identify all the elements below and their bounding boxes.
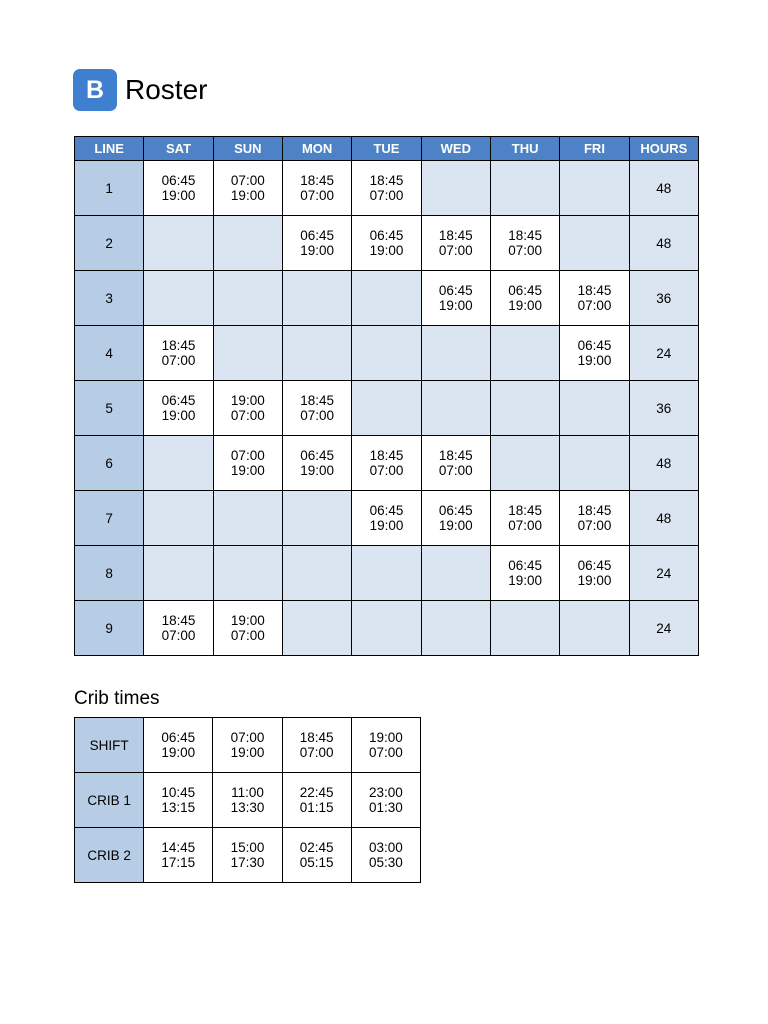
column-header-sat: SAT <box>144 137 213 161</box>
line-number: 9 <box>75 601 144 656</box>
shift-cell <box>560 326 629 381</box>
shift-start-time: 19:00 <box>368 730 403 745</box>
off-cell <box>282 546 351 601</box>
shift-end-time: 01:15 <box>299 800 334 815</box>
roster-row <box>75 161 699 216</box>
shift-end-time: 19:00 <box>161 408 196 423</box>
shift-end-time: 13:30 <box>230 800 265 815</box>
off-cell <box>490 381 559 436</box>
shift-start-time: 18:45 <box>299 730 334 745</box>
shift-start-time: 06:45 <box>300 448 335 463</box>
off-cell <box>144 271 213 326</box>
shift-start-time: 02:45 <box>299 840 334 855</box>
off-cell <box>421 161 490 216</box>
crib-row-label: CRIB 2 <box>75 828 144 883</box>
shift-end-time: 07:00 <box>230 408 265 423</box>
shift-end-time: 07:00 <box>577 298 612 313</box>
off-cell <box>144 216 213 271</box>
shift-start-time: 06:45 <box>577 558 612 573</box>
shift-start-time: 06:45 <box>161 730 196 745</box>
shift-start-time: 18:45 <box>438 228 473 243</box>
shift-end-time: 07:00 <box>508 518 543 533</box>
shift-cell <box>421 271 490 326</box>
logo-letter: B <box>85 75 105 104</box>
off-cell <box>282 271 351 326</box>
off-cell <box>352 381 421 436</box>
off-cell <box>352 326 421 381</box>
off-cell <box>421 546 490 601</box>
shift-cell <box>213 161 282 216</box>
crib-times-table <box>74 717 421 883</box>
hours-cell: 36 <box>629 271 698 326</box>
column-header-sun: SUN <box>213 137 282 161</box>
roster-header-row <box>75 137 699 161</box>
shift-end-time: 05:15 <box>299 855 334 870</box>
column-header-fri: FRI <box>560 137 629 161</box>
shift-end-time: 07:00 <box>438 463 473 478</box>
shift-end-time: 19:00 <box>161 745 196 760</box>
shift-end-time: 13:15 <box>161 800 196 815</box>
shift-start-time: 18:45 <box>369 448 404 463</box>
shift-start-time: 11:00 <box>231 785 264 800</box>
shift-end-time: 19:00 <box>230 188 265 203</box>
shift-start-time: 06:45 <box>508 558 543 573</box>
shift-end-time: 07:00 <box>369 188 404 203</box>
crib-times-title: Crib times <box>74 688 160 709</box>
off-cell <box>144 546 213 601</box>
column-header-mon: MON <box>282 137 351 161</box>
roster-body <box>75 161 699 656</box>
line-number: 2 <box>75 216 144 271</box>
shift-cell <box>490 216 559 271</box>
crib-row <box>75 773 421 828</box>
shift-end-time: 05:30 <box>368 855 403 870</box>
crib-time-cell <box>144 828 213 883</box>
off-cell <box>282 491 351 546</box>
shift-end-time: 19:00 <box>161 188 196 203</box>
shift-cell <box>560 491 629 546</box>
line-number: 3 <box>75 271 144 326</box>
shift-cell <box>213 601 282 656</box>
crib-row <box>75 828 421 883</box>
off-cell <box>560 216 629 271</box>
shift-start-time: 06:45 <box>577 338 612 353</box>
hours-cell: 48 <box>629 216 698 271</box>
shift-start-time: 06:45 <box>300 228 335 243</box>
shift-end-time: 17:30 <box>230 855 265 870</box>
off-cell <box>352 546 421 601</box>
shift-cell <box>490 546 559 601</box>
shift-cell <box>213 436 282 491</box>
shift-start-time: 18:45 <box>438 448 473 463</box>
shift-cell <box>421 216 490 271</box>
shift-start-time: 06:45 <box>369 228 404 243</box>
page-header <box>73 69 207 111</box>
shift-end-time: 19:00 <box>577 353 612 368</box>
line-number: 6 <box>75 436 144 491</box>
shift-cell <box>421 436 490 491</box>
shift-end-time: 19:00 <box>230 745 265 760</box>
shift-cell <box>490 271 559 326</box>
off-cell <box>213 491 282 546</box>
crib-time-cell <box>144 718 213 773</box>
shift-end-time: 07:00 <box>161 353 196 368</box>
off-cell <box>352 601 421 656</box>
crib-time-cell <box>351 828 420 883</box>
hours-cell: 24 <box>629 546 698 601</box>
off-cell <box>560 436 629 491</box>
shift-start-time: 06:45 <box>161 393 196 408</box>
shift-cell <box>421 491 490 546</box>
shift-start-time: 14:45 <box>161 840 196 855</box>
crib-time-cell <box>351 718 420 773</box>
off-cell <box>560 381 629 436</box>
shift-end-time: 07:00 <box>508 243 543 258</box>
crib-time-cell <box>213 828 282 883</box>
column-header-wed: WED <box>421 137 490 161</box>
shift-start-time: 18:45 <box>577 503 612 518</box>
off-cell <box>213 216 282 271</box>
shift-start-time: 23:00 <box>368 785 403 800</box>
shift-end-time: 07:00 <box>300 408 335 423</box>
shift-start-time: 18:45 <box>161 613 196 628</box>
line-number: 8 <box>75 546 144 601</box>
shift-end-time: 19:00 <box>438 518 473 533</box>
shift-start-time: 18:45 <box>300 173 335 188</box>
off-cell <box>352 271 421 326</box>
shift-start-time: 18:45 <box>577 283 612 298</box>
shift-start-time: 18:45 <box>369 173 404 188</box>
shift-end-time: 07:00 <box>369 463 404 478</box>
shift-end-time: 07:00 <box>230 628 265 643</box>
shift-start-time: 06:45 <box>438 283 473 298</box>
shift-cell <box>144 326 213 381</box>
shift-cell <box>352 436 421 491</box>
roster-row <box>75 601 699 656</box>
off-cell <box>421 601 490 656</box>
shift-cell <box>352 216 421 271</box>
crib-row-label: SHIFT <box>75 718 144 773</box>
hours-cell: 48 <box>629 161 698 216</box>
shift-end-time: 19:00 <box>369 518 404 533</box>
shift-start-time: 07:00 <box>230 448 265 463</box>
hours-cell: 36 <box>629 381 698 436</box>
shift-cell <box>282 381 351 436</box>
shift-start-time: 06:45 <box>508 283 543 298</box>
off-cell <box>421 326 490 381</box>
shift-cell <box>352 161 421 216</box>
crib-time-cell <box>351 773 420 828</box>
off-cell <box>560 601 629 656</box>
shift-cell <box>144 381 213 436</box>
crib-row <box>75 718 421 773</box>
shift-end-time: 07:00 <box>577 518 612 533</box>
shift-end-time: 17:15 <box>161 855 196 870</box>
column-header-line: LINE <box>75 137 144 161</box>
off-cell <box>282 601 351 656</box>
shift-cell <box>352 491 421 546</box>
hours-cell: 24 <box>629 326 698 381</box>
off-cell <box>144 436 213 491</box>
roster-table <box>74 136 699 656</box>
shift-end-time: 07:00 <box>161 628 196 643</box>
shift-cell <box>282 436 351 491</box>
shift-cell <box>282 161 351 216</box>
line-number: 5 <box>75 381 144 436</box>
off-cell <box>560 161 629 216</box>
shift-start-time: 19:00 <box>230 393 265 408</box>
shift-end-time: 19:00 <box>577 573 612 588</box>
shift-cell <box>282 216 351 271</box>
b-logo-icon <box>73 69 117 111</box>
shift-cell <box>144 601 213 656</box>
line-number: 4 <box>75 326 144 381</box>
shift-end-time: 07:00 <box>368 745 403 760</box>
shift-start-time: 18:45 <box>508 503 543 518</box>
shift-start-time: 03:00 <box>368 840 403 855</box>
crib-time-cell <box>282 773 351 828</box>
shift-start-time: 10:45 <box>161 785 196 800</box>
crib-time-cell <box>282 718 351 773</box>
hours-cell: 48 <box>629 491 698 546</box>
off-cell <box>490 601 559 656</box>
off-cell <box>490 436 559 491</box>
shift-start-time: 19:00 <box>230 613 265 628</box>
crib-row-label: CRIB 1 <box>75 773 144 828</box>
off-cell <box>282 326 351 381</box>
off-cell <box>213 326 282 381</box>
roster-row <box>75 546 699 601</box>
shift-start-time: 07:00 <box>230 173 265 188</box>
column-header-tue: TUE <box>352 137 421 161</box>
off-cell <box>421 381 490 436</box>
shift-end-time: 07:00 <box>300 188 335 203</box>
crib-body <box>75 718 421 883</box>
shift-start-time: 06:45 <box>438 503 473 518</box>
crib-time-cell <box>282 828 351 883</box>
off-cell <box>144 491 213 546</box>
shift-end-time: 07:00 <box>299 745 334 760</box>
hours-cell: 24 <box>629 601 698 656</box>
off-cell <box>213 271 282 326</box>
line-number: 7 <box>75 491 144 546</box>
shift-start-time: 15:00 <box>230 840 265 855</box>
shift-start-time: 18:45 <box>300 393 335 408</box>
shift-start-time: 06:45 <box>161 173 196 188</box>
shift-cell <box>560 271 629 326</box>
shift-end-time: 19:00 <box>438 298 473 313</box>
shift-start-time: 07:00 <box>230 730 265 745</box>
shift-end-time: 19:00 <box>508 298 543 313</box>
shift-cell <box>144 161 213 216</box>
roster-row <box>75 271 699 326</box>
off-cell <box>490 326 559 381</box>
crib-time-cell <box>213 773 282 828</box>
page-title: Roster <box>125 74 208 105</box>
roster-row <box>75 491 699 546</box>
off-cell <box>213 546 282 601</box>
shift-start-time: 06:45 <box>369 503 404 518</box>
column-header-thu: THU <box>490 137 559 161</box>
crib-time-cell <box>144 773 213 828</box>
shift-cell <box>490 491 559 546</box>
off-cell <box>490 161 559 216</box>
hours-cell: 48 <box>629 436 698 491</box>
shift-end-time: 19:00 <box>508 573 543 588</box>
shift-end-time: 19:00 <box>369 243 404 258</box>
shift-start-time: 18:45 <box>161 338 196 353</box>
shift-cell <box>213 381 282 436</box>
roster-row <box>75 216 699 271</box>
line-number: 1 <box>75 161 144 216</box>
roster-row <box>75 381 699 436</box>
shift-end-time: 07:00 <box>438 243 473 258</box>
shift-cell <box>560 546 629 601</box>
shift-start-time: 18:45 <box>508 228 543 243</box>
shift-end-time: 19:00 <box>300 463 335 478</box>
roster-row <box>75 326 699 381</box>
crib-time-cell <box>213 718 282 773</box>
column-header-hours: HOURS <box>629 137 698 161</box>
shift-end-time: 01:30 <box>368 800 403 815</box>
roster-row <box>75 436 699 491</box>
shift-end-time: 19:00 <box>230 463 265 478</box>
shift-end-time: 19:00 <box>300 243 335 258</box>
shift-start-time: 22:45 <box>299 785 334 800</box>
